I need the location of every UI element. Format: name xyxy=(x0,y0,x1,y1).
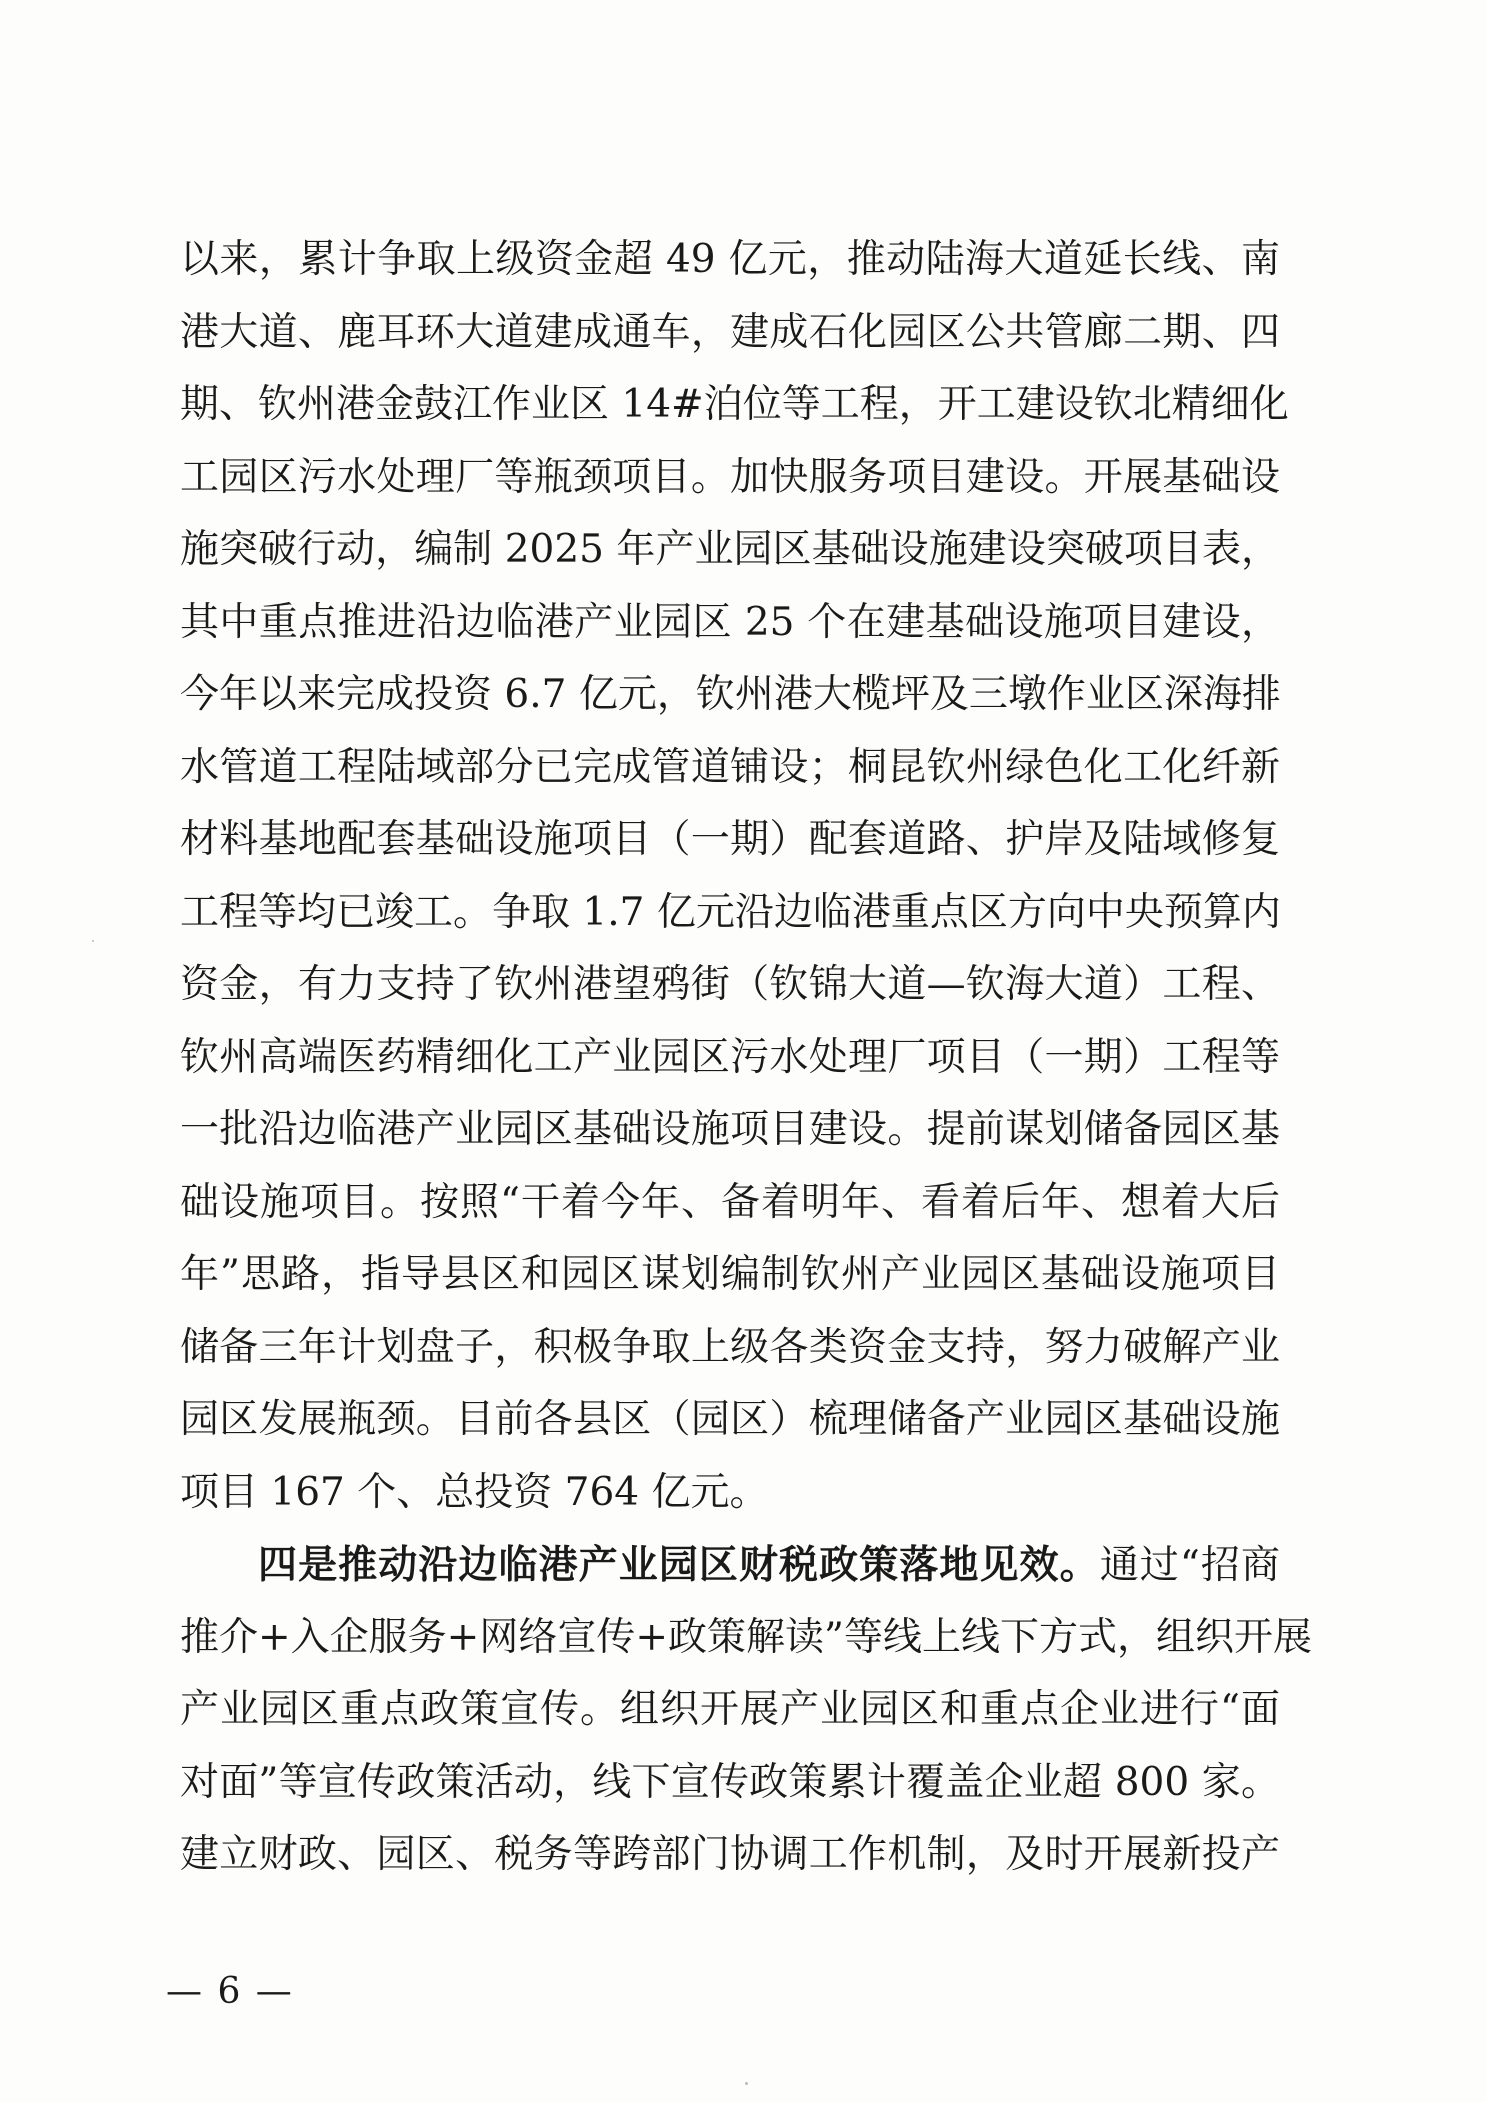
text-line: 施突破行动，编制 2025 年产业园区基础设施建设突破项目表， xyxy=(180,527,1280,572)
text-line: 一批沿边临港产业园区基础设施项目建设。提前谋划储备园区基 xyxy=(180,1107,1280,1152)
paragraph-heading-line xyxy=(180,1529,1280,1602)
paragraph-heading: 四是推动沿边临港产业园区财税政策落地见效。 xyxy=(258,1542,1100,1588)
document-body xyxy=(180,224,1312,1892)
text-line: 其中重点推进沿边临港产业园区 25 个在建基础设施项目建设， xyxy=(180,599,1280,645)
text-line: 工程等均已竣工。争取 1.7 亿元沿边临港重点区方向中央预算内 xyxy=(180,889,1281,935)
scan-speck xyxy=(745,2082,748,2085)
text-line: 产业园区重点政策宣传。组织开展产业园区和重点企业进行“面 xyxy=(180,1687,1280,1732)
text-line: 资金，有力支持了钦州港望鸦街（钦锦大道—钦海大道）工程、 xyxy=(180,962,1280,1007)
text-line: 储备三年计划盘子，积极争取上级各类资金支持，努力破解产业 xyxy=(180,1324,1280,1370)
text-line: 年”思路，指导县区和园区谋划编制钦州产业园区基础设施项目 xyxy=(180,1252,1280,1297)
heading-line-rest: 通过“招商 xyxy=(1099,1543,1280,1588)
scan-speck xyxy=(92,940,94,942)
page-number: — 6 — xyxy=(166,1971,294,2012)
text-line: 今年以来完成投资 6.7 亿元，钦州港大榄坪及三墩作业区深海排 xyxy=(180,672,1281,717)
text-line: 园区发展瓶颈。目前各县区（园区）梳理储备产业园区基础设施 xyxy=(180,1397,1280,1442)
text-line: 推介+入企服务+网络宣传+政策解读”等线上线下方式，组织开展 xyxy=(180,1614,1312,1660)
text-line: 水管道工程陆域部分已完成管道铺设；桐昆钦州绿色化工化纤新 xyxy=(180,744,1280,790)
text-line: 材料基地配套基础设施项目（一期）配套道路、护岸及陆域修复 xyxy=(180,817,1280,862)
text-line: 建立财政、园区、税务等跨部门协调工作机制，及时开展新投产 xyxy=(180,1832,1280,1877)
text-line: 港大道、鹿耳环大道建成通车，建成石化园区公共管廊二期、四 xyxy=(180,309,1280,355)
text-line: 础设施项目。按照“干着今年、备着明年、看着后年、想着大后 xyxy=(180,1179,1280,1225)
text-line: 钦州高端医药精细化工产业园区污水处理厂项目（一期）工程等 xyxy=(180,1034,1280,1080)
text-line: 工园区污水处理厂等瓶颈项目。加快服务项目建设。开展基础设 xyxy=(180,454,1280,500)
text-line: 期、钦州港金鼓江作业区 14#泊位等工程，开工建设钦北精细化 xyxy=(180,382,1289,427)
text-line: 以来，累计争取上级资金超 49 亿元，推动陆海大道延长线、南 xyxy=(180,237,1280,282)
text-line: 项目 167 个、总投资 764 亿元。 xyxy=(180,1469,769,1515)
text-line: 对面”等宣传政策活动，线下宣传政策累计覆盖企业超 800 家。 xyxy=(180,1759,1280,1805)
